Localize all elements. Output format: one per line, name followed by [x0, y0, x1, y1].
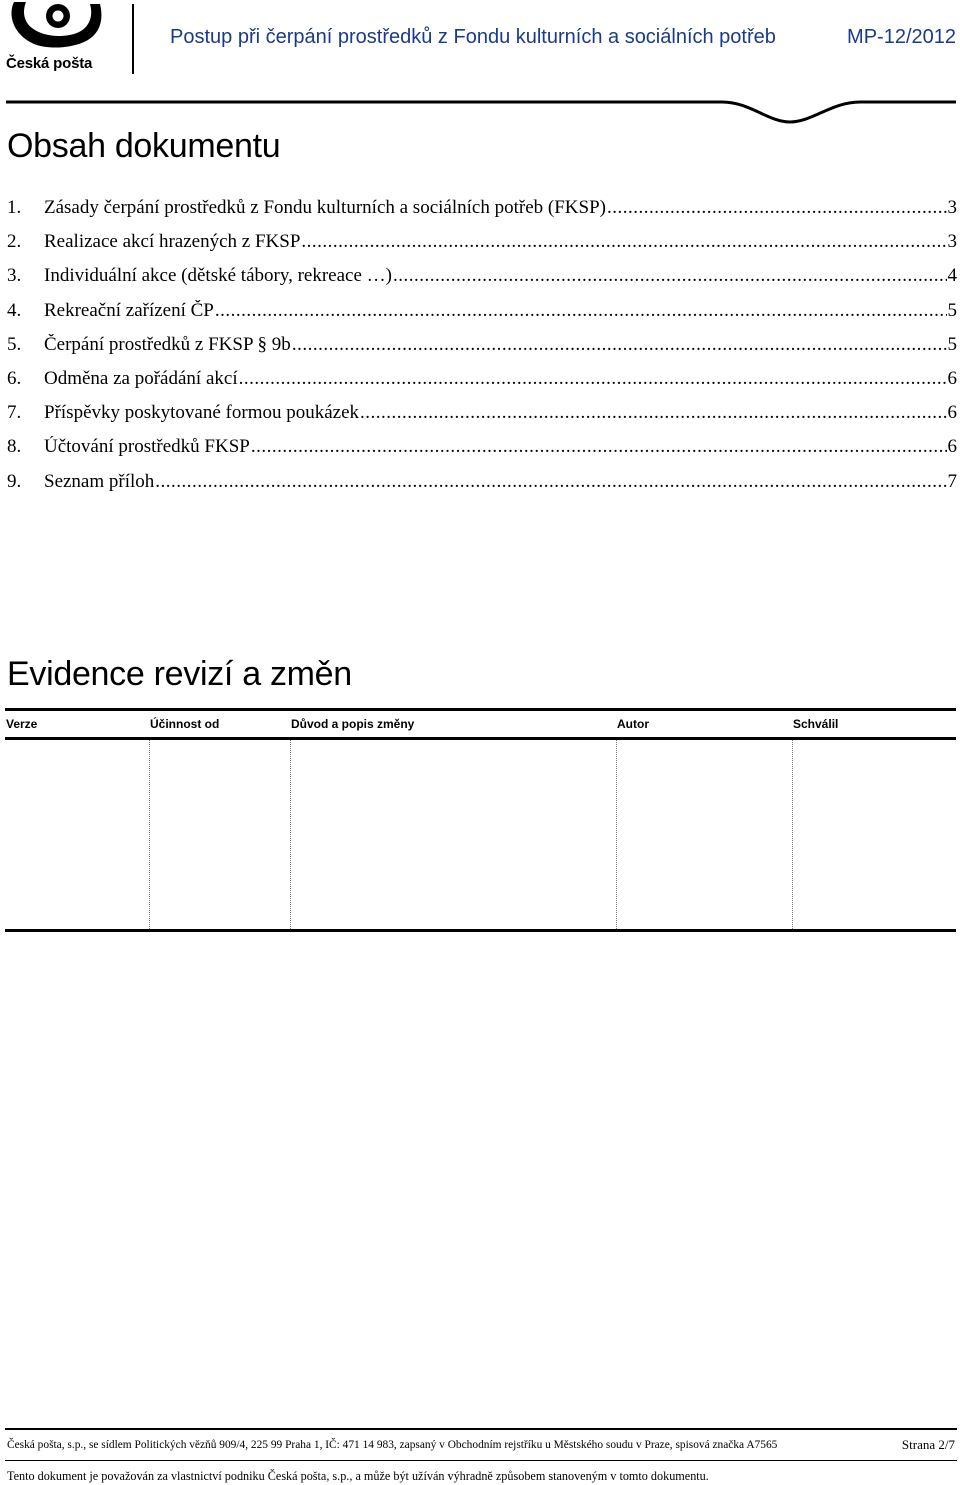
- column-header-author: Autor: [617, 717, 649, 731]
- toc-entry-page: 3: [947, 197, 957, 218]
- toc-entry-label: Odměna za pořádání akcí: [44, 367, 238, 389]
- toc-leader-dots: [292, 334, 947, 356]
- page-number: Strana 2/7: [901, 1437, 955, 1452]
- toc-entry[interactable]: [7, 436, 957, 470]
- revisions-table: [5, 708, 956, 933]
- toc-entry-page: 4: [947, 265, 957, 287]
- toc-entry-label: Příspěvky poskytované formou poukázek: [44, 402, 360, 424]
- toc-entry-number: 1.: [7, 197, 22, 218]
- toc-entry-page: 5: [947, 299, 957, 321]
- table-bottom-rule: [5, 929, 956, 932]
- toc-entry-number: 4.: [7, 299, 22, 321]
- toc-entry-page: 7: [947, 470, 957, 492]
- footer-rule: [5, 1428, 957, 1430]
- header-divider: [132, 4, 134, 74]
- toc-leader-dots: [301, 231, 946, 253]
- toc-entry[interactable]: [7, 300, 957, 334]
- toc-leader-dots: [239, 368, 947, 390]
- column-header-effective-from: Účinnost od: [150, 717, 220, 731]
- toc-entry-number: 8.: [7, 436, 22, 458]
- toc-entry-label: Účtování prostředků FKSP: [44, 436, 250, 458]
- toc-entry-number: 2.: [7, 231, 22, 253]
- toc-leader-dots: [393, 265, 947, 287]
- toc-heading: Obsah dokumentu: [7, 127, 281, 165]
- column-separator: [792, 740, 793, 929]
- table-top-rule: [5, 708, 956, 711]
- footer-company-info: Česká pošta, s.p., se sídlem Politických vězňů 909/4, 225 99 Praha 1, IČ: 471 14 983, zapsaný v Obchodním rejstříku u Městského soudu v Praze, spisová značka A7565: [7, 1439, 778, 1451]
- toc-leader-dots: [360, 402, 946, 424]
- document-code: MP-12/2012: [847, 26, 956, 48]
- toc-entry[interactable]: [7, 471, 957, 505]
- toc-leader-dots: [607, 197, 947, 219]
- toc-entry-number: 6.: [7, 367, 22, 389]
- toc-entry-number: 7.: [7, 402, 22, 424]
- toc-entry[interactable]: [7, 368, 957, 402]
- toc-leader-dots: [155, 471, 946, 493]
- toc-entry-number: 3.: [7, 265, 22, 287]
- table-header-rule: [5, 737, 956, 740]
- toc-entry-label: Seznam příloh: [44, 470, 155, 492]
- table-of-contents: [7, 197, 957, 505]
- toc-entry[interactable]: [7, 402, 957, 436]
- toc-entry-page: 6: [947, 436, 957, 458]
- column-header-reason: Důvod a popis změny: [291, 717, 415, 731]
- column-header-approved-by: Schválil: [793, 717, 839, 731]
- toc-entry-label: Rekreační zařízení ČP: [44, 299, 214, 321]
- footer-ownership-notice: Tento dokument je považován za vlastnictví podniku Česká pošta, s.p., a může být užíván výhradně způsobem stanoveným v tomto dokumentu.: [7, 1469, 709, 1483]
- toc-entry-label: Zásady čerpání prostředků z Fondu kulturních a sociálních potřeb (FKSP): [44, 197, 606, 218]
- toc-entry-page: 5: [947, 333, 957, 355]
- column-separator: [290, 740, 291, 929]
- toc-leader-dots: [251, 436, 947, 458]
- column-separator: [616, 740, 617, 929]
- column-separator: [149, 740, 150, 929]
- logo-text: Česká pošta: [6, 55, 93, 72]
- toc-entry-page: 3: [947, 231, 957, 253]
- toc-entry-label: Čerpání prostředků z FKSP § 9b: [44, 333, 291, 355]
- footer-rule-secondary: [5, 1460, 957, 1461]
- header-wave-line: [0, 92, 960, 132]
- toc-entry[interactable]: [7, 197, 957, 231]
- column-header-version: Verze: [6, 717, 38, 731]
- toc-leader-dots: [215, 300, 947, 322]
- toc-entry[interactable]: [7, 265, 957, 299]
- revisions-heading: Evidence revizí a změn: [7, 655, 352, 693]
- toc-entry[interactable]: [7, 231, 957, 265]
- toc-entry-page: 6: [947, 402, 957, 424]
- page-header: [0, 0, 960, 130]
- toc-entry-number: 5.: [7, 333, 22, 355]
- toc-entry[interactable]: [7, 334, 957, 368]
- toc-entry-label: Individuální akce (dětské tábory, rekreace …): [44, 265, 392, 287]
- toc-entry-label: Realizace akcí hrazených z FKSP: [44, 231, 301, 253]
- document-title: Postup při čerpání prostředků z Fondu kulturních a sociálních potřeb: [170, 26, 776, 48]
- toc-entry-number: 9.: [7, 470, 22, 492]
- toc-entry-page: 6: [947, 367, 957, 389]
